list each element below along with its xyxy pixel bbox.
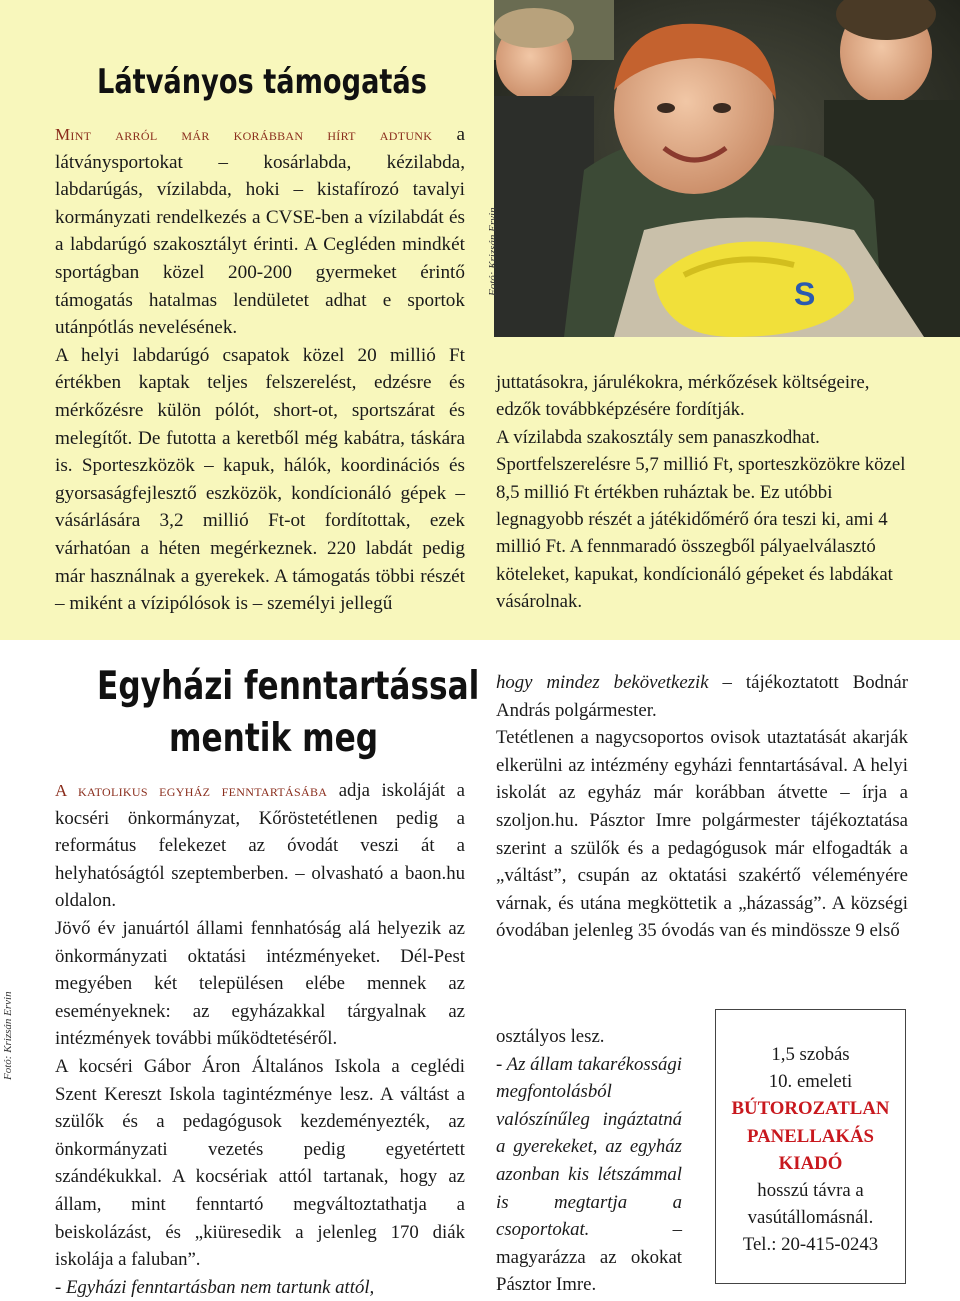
article2-column-narrow <box>496 1023 682 1299</box>
classified-ad <box>715 1009 906 1284</box>
children-photo-illustration <box>494 0 960 337</box>
article2-column-right <box>496 669 908 945</box>
paragraph <box>55 777 465 915</box>
paragraph-text: – tájékoztatott Bodnár András polgármester. <box>496 672 909 721</box>
paragraph <box>496 1051 682 1299</box>
ad-line: vasútállomásnál. <box>747 1207 874 1229</box>
ad-line: 10. emeleti <box>768 1071 853 1093</box>
quote: - Az állam takarékossági megfontolásból valószínűleg ingáztatná a gyerekeket, az egyház azonban kis létszámmal is megtartja a csoportokat. <box>496 1053 682 1241</box>
photo-credit: Fotó: Krizsán Ervin <box>2 991 14 1080</box>
quote: hogy mindez bekövetkezik <box>496 672 709 693</box>
paragraph: osztályos lesz. <box>496 1026 605 1047</box>
paragraph: Jövő év januártól állami fennhatóság alá helyezik az önkormányzati oktatási intézményeket. Dél-Pest megyében két településen elébe mennek az eseményeknek: az egyházakkal tárgyalnak az intézmények további működtetéséről. <box>55 917 465 1050</box>
paragraph-text: a látványsportokat – kosárlabda, kézilabda, labdarúgás, vízilabda, hoki – kistafírozó tavalyi kormányzati rendelkezés a CVSE-ben a vízilabdát és a labdarúgó szakosztályt érinti. A Cegléden mindkét sportágban közel 200-200 gyermeket érintő támogatás hatalmas lendületet adhat e sportok utánpótlás nevelésének. <box>55 124 465 339</box>
article-title-line2: mentik meg <box>169 716 379 761</box>
article-photo <box>494 0 960 337</box>
ad-line: 1,5 szobás <box>771 1044 850 1065</box>
lead-in: Mint arról már korábban hírt adtunk <box>55 125 433 144</box>
ad-line: hosszú távra a <box>757 1180 864 1202</box>
paragraph <box>496 669 908 724</box>
svg-text:S: S <box>794 276 816 312</box>
article-column-left <box>55 121 465 618</box>
photo-credit: Fotó: Krizsán Ervin <box>487 207 499 296</box>
article-title-line1: Egyházi fenntartással <box>97 664 480 709</box>
article-title: Látványos támogatás <box>97 62 427 102</box>
lead-in: A katolikus egyház fenntartásába <box>55 781 328 800</box>
paragraph: juttatásokra, járulékokra, mérkőzések költségeire, edzők továbbképzésére fordítják. <box>496 372 870 421</box>
paragraph: A helyi labdarúgó csapatok közel 20 millió Ft értékben kaptak teljes felszerelést, edzésre és mérkőzésre külön pólót, short-ot, sportszárat és melegítőt. De futotta a keretből még kabátra, táskára is. Sporteszközök – kapuk, hálók, koordinációs és gyorsaságfejlesztő eszközök, kondícionáló gépek – vásárlására 3,2 millió Ft-ot fordítottak, ezek várhatóan a héten megérkeznek. 220 labdát pedig már használnak a gyerekek. A támogatás többi részét – miként a vízipólósok is – személyi jellegű <box>55 344 465 615</box>
paragraph-text: – magyarázza az okokat Pásztor Imre. <box>496 1219 682 1296</box>
ad-highlight: KIADÓ <box>778 1152 843 1174</box>
ad-highlight: PANELLAKÁS <box>747 1125 874 1147</box>
paragraph: A kocséri Gábor Áron Általános Iskola a ceglédi Szent Kereszt Iskola tagintézménye lesz. A váltást a szülők és a pedagógusok kezdeményezték, az önkormányzati vezetés pedig egyetértett szándékukkal. A kocsériak attól tartanak, hogy az állam, mint fenntartó megváltoztathatja a beiskolázást, és „kiüresedik a jelenleg 170 diák iskolája a faluban”. <box>55 1055 465 1271</box>
paragraph-text: adja iskoláját a kocséri önkormányzat, Kőröstetétlenen pedig a református felekezet az óvodát veszi át a helyhatóságtól szeptemberben. – olvasható a baon.hu oldalon. <box>55 780 465 912</box>
paragraph <box>55 121 465 342</box>
ad-highlight: BÚTOROZATLAN <box>731 1098 890 1120</box>
article2-column-left <box>55 777 465 1301</box>
paragraph: A vízilabda szakosztály sem panaszkodhat. Sportfelszerelésre 5,7 millió Ft, sporteszközökre közel 8,5 millió Ft értékben ruháztak be. Ez utóbbi legnagyobb részét a játékidőmérő óra teszi ki, ami 4 millió Ft. A fennmaradó összegből pályaelválasztó köteleket, kapukat, kondícionáló gépeket és labdákat vásárolnak. <box>496 426 906 613</box>
quote: - Egyházi fenntartásban nem tartunk attól, <box>55 1276 375 1298</box>
article-column-right <box>496 369 908 616</box>
ad-phone: Tel.: 20-415-0243 <box>742 1234 879 1256</box>
paragraph: Tetétlenen a nagycsoportos ovisok utaztatását akarják elkerülni az intézmény egyházi fenntartásával. A helyi iskolát az egyház már korábban átvette – írja a szoljon.hu. Pásztor Imre polgármester tájékoztatása szerint a szülők és a pedagógusok már elfogadták a „váltást”, csupán az oktatási szakértő véleményére várnak, és utána megköttetik a „házasság”. A községi óvodában jelenleg 35 óvodás van és mindössze 9 első <box>496 727 908 942</box>
